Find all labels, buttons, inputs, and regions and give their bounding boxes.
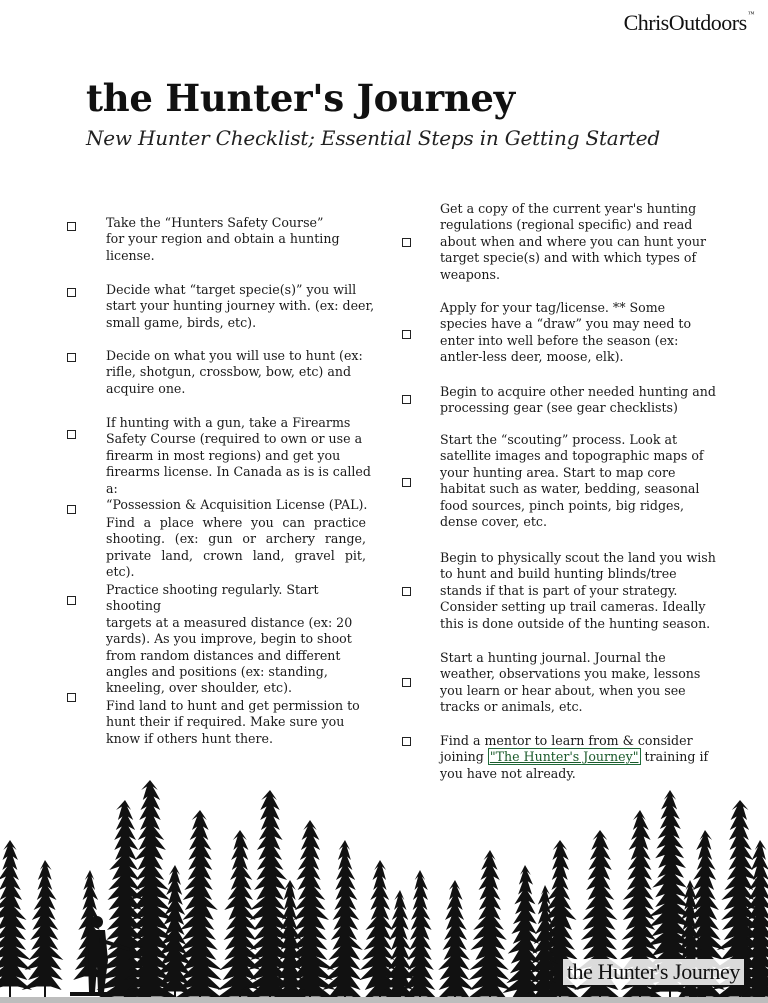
checklist-item: Practice shooting regularly. Start shooting targets at a measured distance (ex: 20 yards). As you improve, begin to shoot from random distances and different angles and positions (ex: standing, kneeling, over shoulder, etc). <box>106 582 353 696</box>
checklist-item: If hunting with a gun, take a Firearms Safety Course (required to own or use a firearm in most regions) and get you firearms license. In Canada as is is called a: “Possession & Acquisition License (PAL). <box>106 415 371 513</box>
checklist-item: Apply for your tag/license. ** Some species have a “draw” you may need to enter into well before the season (ex: antler-less deer, moose, elk). <box>440 300 692 365</box>
checkbox[interactable] <box>67 353 76 362</box>
checkbox[interactable] <box>402 395 411 404</box>
checkbox[interactable] <box>402 478 411 487</box>
checklist-item: Decide what “target specie(s)” you will start your hunting journey with. (ex: deer, small game, birds, etc). <box>106 282 375 330</box>
checkbox[interactable] <box>67 693 76 702</box>
checkbox[interactable] <box>67 596 76 605</box>
checkbox[interactable] <box>402 330 411 339</box>
pine-tree-icon <box>502 865 544 1003</box>
checkbox[interactable] <box>402 587 411 596</box>
checkbox[interactable] <box>67 430 76 439</box>
checklist-item: Find a mentor to learn from & consider joining "The Hunter's Journey" training if you have not already. <box>440 733 709 781</box>
page-subtitle: New Hunter Checklist; Essential Steps in Getting Started <box>86 126 660 150</box>
checklist-item: Begin to physically scout the land you wish to hunt and build hunting blinds/tree stands if that is part of your strategy. Consider setting up trail cameras. Ideally this is done outside of the hunting season. <box>440 550 716 631</box>
footer-brand: the Hunter's Journey <box>563 959 744 985</box>
pine-tree-icon <box>214 830 262 1000</box>
checklist-item: Take the “Hunters Safety Course” for your region and obtain a hunting license. <box>106 215 340 263</box>
brand-logo: ChrisOutdoors™ <box>623 10 754 35</box>
checklist-item: Find a place where you can practice shooting. (ex: gun or archery range, private land, crown land, gravel pit, etc). <box>106 515 366 580</box>
checkbox[interactable] <box>402 678 411 687</box>
checkbox[interactable] <box>402 737 411 746</box>
page-title: the Hunter's Journey <box>86 76 515 120</box>
checklist-item: Begin to acquire other needed hunting and processing gear (see gear checklists) <box>440 384 716 416</box>
bottom-rule <box>0 997 768 1003</box>
pine-tree-icon <box>22 860 64 990</box>
checkbox[interactable] <box>67 505 76 514</box>
pine-tree-icon <box>0 840 32 990</box>
checkbox[interactable] <box>402 238 411 247</box>
hunters-journey-link[interactable]: "The Hunter's Journey" <box>489 749 639 765</box>
pine-tree-icon <box>436 880 474 1000</box>
checklist-item: Get a copy of the current year's hunting regulations (regional specific) and read about when and where you can hunt your target specie(s) and with which types of weapons. <box>440 201 706 282</box>
checklist-item: Start a hunting journal. Journal the weather, observations you make, lessons you learn or hear about, when you see tracks or animals, etc. <box>440 650 701 715</box>
pine-tree-icon <box>466 850 512 1000</box>
checklist-item: Find land to hunt and get permission to hunt their if required. Make sure you know if others hunt there. <box>106 698 360 746</box>
checkbox[interactable] <box>67 222 76 231</box>
checklist-item: Start the “scouting” process. Look at satellite images and topographic maps of your hunting area. Start to map core habitat such as water, bedding, seasonal food sources, pinch points, big ridges, dense cover, etc. <box>440 432 704 530</box>
checklist-item: Decide on what you will use to hunt (ex: rifle, shotgun, crossbow, bow, etc) and acquire one. <box>106 348 363 396</box>
checkbox[interactable] <box>67 288 76 297</box>
